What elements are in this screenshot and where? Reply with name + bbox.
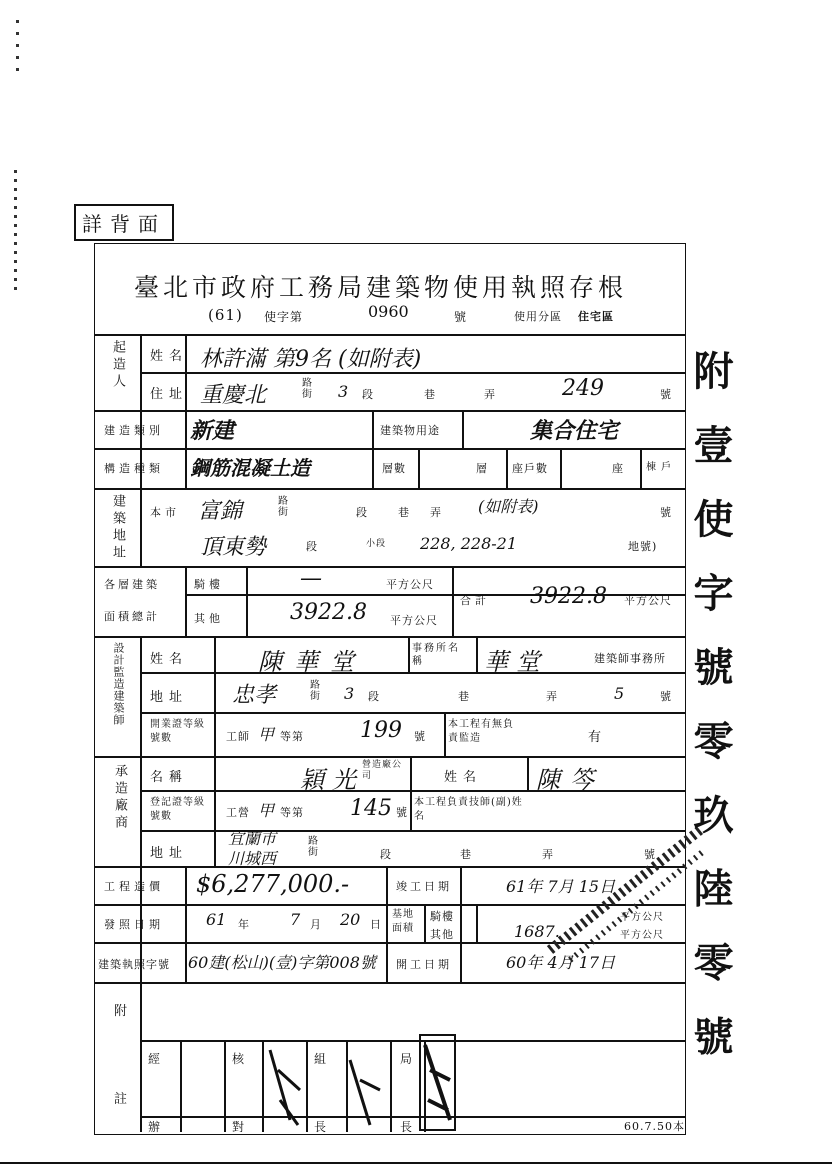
arcade-unit: 平方公尺 — [386, 578, 434, 591]
site-subsection: 小段 — [366, 539, 387, 549]
site-lot-no: 地號) — [628, 540, 658, 553]
permit-number: 0960 — [368, 302, 409, 321]
builder-name-label: 姓名 — [150, 349, 189, 364]
builder-addr-no: 號 — [660, 388, 672, 401]
license-mid: 等第 — [280, 730, 304, 743]
other-value: 3922.8 — [290, 600, 367, 625]
designer-name-label: 姓名 — [150, 652, 189, 667]
floors-label: 層數 — [382, 462, 406, 475]
permit-label: 建築執照字號 — [98, 958, 170, 971]
col-7: 局 — [400, 1052, 414, 1066]
cost-label: 工程造價 — [104, 880, 164, 893]
designer-addr-lane: 巷 — [458, 690, 470, 703]
designer-addr-no-value: 5 — [614, 684, 625, 703]
scan-margin-marks — [14, 170, 17, 290]
use-label: 建築物用途 — [380, 424, 440, 437]
rule — [140, 334, 142, 566]
site-road: 路街 — [278, 496, 289, 518]
site-street: 富錦 — [198, 499, 243, 524]
designer-addr-label: 地址 — [150, 690, 189, 705]
start-label: 開工日期 — [396, 958, 452, 971]
footer-code: 60.7.50本 — [624, 1120, 685, 1133]
reg-no: 145 — [350, 796, 392, 821]
rule — [224, 1040, 226, 1132]
col-4: 對 — [232, 1120, 246, 1134]
designer-addr-road: 路街 — [310, 680, 321, 702]
arcade-value: — — [300, 566, 322, 591]
contractor-addr-road: 路街 — [308, 836, 319, 858]
rule — [95, 488, 685, 490]
builder-addr-section-num: 3 — [338, 382, 349, 401]
signature-stamps — [250, 1030, 470, 1140]
rule — [410, 756, 412, 830]
builder-addr-lane: 巷 — [424, 388, 436, 401]
contractor-addr-lane: 巷 — [460, 848, 472, 861]
rule — [185, 410, 187, 488]
other-label: 其他 — [194, 612, 224, 625]
reg-grade: 甲 — [258, 801, 275, 820]
issue-arcade-label: 騎樓 — [430, 910, 454, 923]
license-grade: 甲 — [258, 725, 275, 744]
builder-name-value: 林許滿 第9名 (如附表) — [200, 347, 422, 372]
rule — [527, 756, 529, 790]
col-5: 組 — [314, 1052, 328, 1066]
other-unit: 平方公尺 — [390, 614, 438, 627]
rule — [418, 448, 420, 488]
detail-back-stamp — [74, 204, 174, 241]
col-3: 核 — [232, 1052, 246, 1066]
contractor-addr-city: 宜蘭市 — [228, 829, 277, 848]
rule — [95, 334, 685, 336]
rule — [95, 566, 685, 568]
builder-group-label: 起造人 — [110, 340, 125, 391]
designer-name-value: 陳華堂 — [258, 648, 366, 676]
supervise-value: 有 — [588, 730, 603, 745]
site-note: (如附表) — [478, 497, 539, 516]
builder-addr-no-value: 249 — [562, 376, 604, 401]
supervise-label: 本工程有無負責監造 — [448, 719, 514, 744]
col-1: 經 — [148, 1052, 162, 1066]
site-lane: 巷 — [398, 506, 410, 519]
start-value: 60年 4月 17日 — [506, 953, 616, 972]
reg-suffix: 號 — [396, 806, 408, 819]
col-6: 長 — [314, 1120, 328, 1134]
rule — [560, 448, 562, 488]
issue-other-label: 其他 — [430, 928, 454, 941]
attach-label: 附 — [114, 1004, 129, 1019]
form-title: 臺北市政府工務局建築物使用執照存根 — [134, 273, 628, 302]
cost-value: $6,277,000.- — [196, 870, 350, 898]
contractor-name-value: 穎光 — [300, 766, 364, 794]
rule — [444, 712, 446, 756]
license-label: 開業證等級號數 — [150, 719, 205, 744]
contractor-person-value: 陳笒 — [536, 766, 604, 794]
side-seal-text: 附 壹 使 字 號 零 玖 陸 零 號 — [687, 350, 734, 1066]
use-value: 集合住宅 — [530, 418, 619, 444]
households-label: 座戶數 — [512, 462, 548, 475]
builder-addr-label: 住址 — [150, 387, 189, 402]
issue-month-unit: 月 — [310, 918, 322, 931]
rule — [185, 566, 187, 636]
rule — [372, 410, 374, 488]
designer-addr-section: 段 — [368, 690, 380, 703]
issue-other-unit: 平方公尺 — [620, 930, 664, 941]
site-city: 本市 — [150, 506, 180, 519]
rule — [506, 448, 508, 488]
rule — [424, 904, 426, 942]
structure-value: 鋼筋混凝土造 — [190, 456, 310, 480]
contractor-addr-street: 川城西 — [228, 849, 277, 868]
zone-label: 使用分區 — [514, 310, 562, 323]
floor-area-label-2: 面積總計 — [104, 610, 160, 623]
issue-arcade-unit: 平方公尺 — [620, 912, 664, 923]
total-unit: 平方公尺 — [624, 594, 672, 607]
builder-addr-street: 重慶北 — [200, 383, 267, 408]
site-lot: 228, 228-21 — [420, 534, 518, 553]
category-label: 建造類別 — [104, 424, 164, 437]
office-label: 事務所名稱 — [412, 643, 460, 667]
rule — [476, 904, 478, 942]
permit-suffix: 號 — [454, 310, 468, 324]
issue-month: 7 — [290, 910, 301, 929]
builder-addr-road: 路街 — [302, 378, 313, 400]
rule — [408, 636, 410, 672]
diagonal-seal-mark — [540, 820, 710, 970]
rule — [95, 982, 685, 984]
designer-addr-alley: 弄 — [546, 690, 558, 703]
designer-group-label: 設計監造建築師 — [112, 642, 125, 726]
bottom-edge — [0, 1162, 832, 1164]
col-8: 長 — [400, 1120, 414, 1134]
contractor-person-label: 姓名 — [444, 770, 483, 785]
households-right: 棟 戶 — [646, 462, 673, 473]
site-group-label: 建築地址 — [110, 494, 125, 562]
issue-other-value: 1687. — [514, 922, 560, 941]
site-no: 號 — [660, 506, 672, 519]
zone-value: 住宅區 — [578, 310, 614, 323]
completion-value: 61年 7月 15日 — [506, 877, 616, 896]
rule — [185, 594, 685, 596]
rule — [95, 636, 685, 638]
issue-year-unit: 年 — [238, 918, 250, 931]
designer-addr-section-num: 3 — [344, 684, 355, 703]
license-prefix: 工師 — [226, 730, 250, 743]
builder-addr-alley: 弄 — [484, 388, 496, 401]
contractor-name-suffix: 營造廠公司 — [362, 760, 403, 781]
scan-margin-marks — [16, 20, 19, 80]
rule — [246, 566, 248, 636]
tech-label: 本工程負責技師(副)姓名 — [414, 797, 523, 822]
completion-label: 竣工日期 — [396, 880, 452, 893]
rule — [140, 712, 685, 714]
contractor-name-label: 名稱 — [150, 770, 189, 785]
builder-addr-section: 段 — [362, 388, 374, 401]
contractor-addr-alley: 弄 — [542, 848, 554, 861]
designer-addr-no: 號 — [660, 690, 672, 703]
rule — [95, 410, 685, 412]
site-alley: 弄 — [430, 506, 442, 519]
rule — [462, 410, 464, 448]
rule — [460, 866, 462, 982]
office-value: 華堂 — [484, 648, 548, 676]
reg-label: 登記證等級號數 — [150, 797, 205, 822]
total-label: 合計 — [460, 594, 490, 607]
contractor-addr-section: 段 — [380, 848, 392, 861]
site-area-label: 基地面積 — [392, 909, 414, 934]
site-section: 段 — [356, 506, 368, 519]
rule — [452, 566, 454, 636]
floors-unit: 層 — [476, 462, 488, 475]
floor-area-label-1: 各層建築 — [104, 578, 160, 591]
rule — [140, 982, 142, 1132]
rule — [386, 866, 388, 982]
reg-prefix: 工營 — [226, 806, 250, 819]
permit-prefix: 使字第 — [264, 310, 304, 324]
contractor-addr-no: 號 — [644, 848, 656, 861]
license-suffix: 號 — [414, 730, 426, 743]
note-label: 註 — [114, 1092, 129, 1107]
site-area-section: 段 — [306, 540, 318, 553]
office-suffix: 建築師事務所 — [594, 652, 666, 665]
rule — [476, 636, 478, 672]
arcade-label: 騎樓 — [194, 578, 224, 591]
reg-mid: 等第 — [280, 806, 304, 819]
issue-day-unit: 日 — [370, 918, 382, 931]
rule — [95, 448, 685, 450]
col-2: 辦 — [148, 1120, 162, 1134]
issue-year: 61 — [206, 910, 227, 929]
permit-value: 60建(松山)(壹)字第008號 — [188, 953, 376, 972]
contractor-addr-label: 地址 — [150, 846, 189, 861]
rule — [185, 866, 187, 982]
rule — [640, 448, 642, 488]
permit-year: (61) — [208, 306, 243, 324]
total-value: 3922.8 — [530, 584, 607, 609]
rule — [95, 756, 685, 758]
households-unit: 座 — [612, 462, 624, 475]
category-value: 新建 — [190, 418, 235, 444]
contractor-group-label: 承造廠商 — [112, 764, 127, 832]
structure-label: 構造種類 — [104, 462, 164, 475]
site-area-name: 頂東勢 — [200, 535, 267, 560]
issue-label: 發照日期 — [104, 918, 164, 931]
rule — [180, 1040, 182, 1132]
license-no: 199 — [360, 718, 402, 743]
designer-addr-street: 忠孝 — [232, 683, 277, 708]
rule — [214, 636, 216, 866]
stamp-label: 詳背面 — [82, 212, 166, 236]
issue-day: 20 — [340, 910, 361, 929]
rule — [140, 672, 685, 674]
